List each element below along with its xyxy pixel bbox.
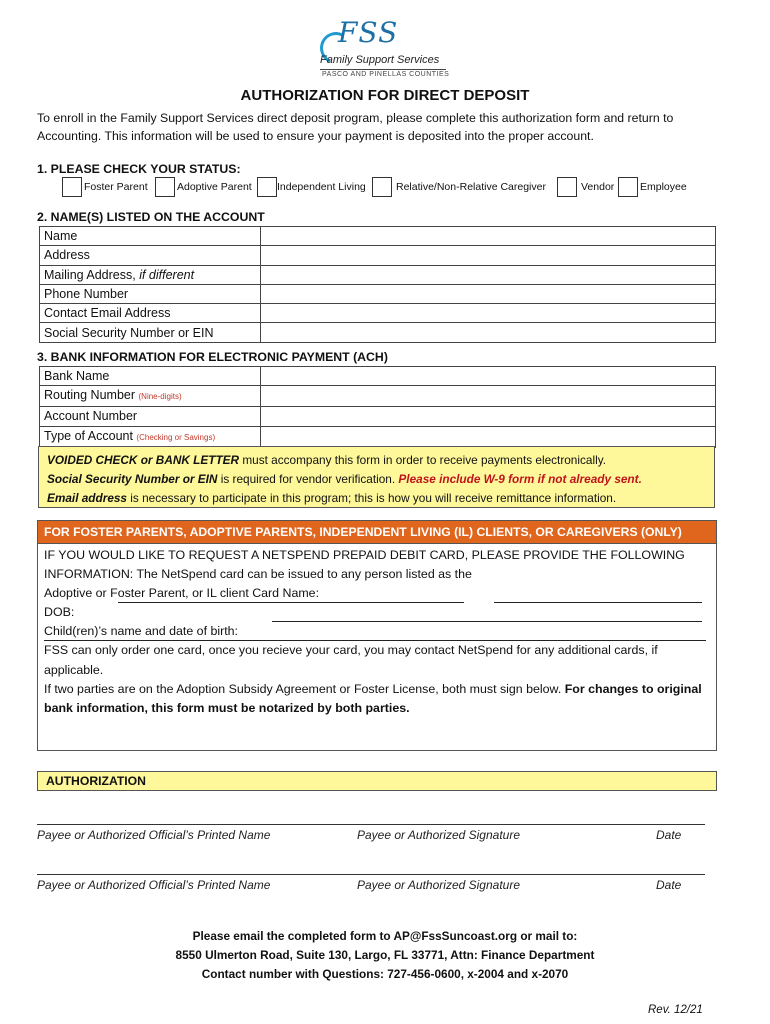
submission-instructions bbox=[0, 927, 770, 984]
section2-heading: 2. NAME(S) LISTED ON THE ACCOUNT bbox=[37, 210, 265, 224]
field-label-mailing: Mailing Address, if different bbox=[40, 265, 261, 284]
signature-label-1: Payee or Authorized Signature bbox=[357, 828, 520, 842]
date-label-1: Date bbox=[656, 828, 682, 842]
field-label-phone: Phone Number bbox=[40, 284, 261, 303]
dob-label: DOB: bbox=[44, 605, 75, 620]
email-instruction: Please email the completed form to AP@FssSuncoast.org or mail to: bbox=[192, 929, 578, 943]
children-input[interactable] bbox=[44, 622, 706, 641]
routing-hint: (Nine-digits) bbox=[138, 392, 182, 402]
authorization-heading: AUTHORIZATION bbox=[37, 771, 717, 791]
checkbox-adoptive-parent[interactable] bbox=[155, 177, 175, 197]
field-label-name: Name bbox=[40, 227, 261, 246]
card-limit-note: FSS can only order one card, once you recieve your card, you may contact NetSpend for any additional cards, if applicable. bbox=[44, 643, 658, 677]
bank-info-table bbox=[39, 366, 716, 448]
label-independent-living: Independent Living bbox=[277, 181, 366, 193]
label-relative-caregiver: Relative/Non-Relative Caregiver bbox=[396, 181, 546, 193]
input-address[interactable] bbox=[261, 246, 716, 265]
label-vendor: Vendor bbox=[581, 181, 615, 193]
signature-requirement-note: If two parties are on the Adoption Subsidy Agreement or Foster License, both must sign below. For changes to original bank information, this form must be notarized by both parties. bbox=[44, 681, 702, 716]
input-bank-name[interactable] bbox=[261, 367, 716, 386]
signature-line-2[interactable] bbox=[37, 874, 705, 875]
revision-label: Rev. 12/21 bbox=[648, 1004, 703, 1016]
netspend-heading: FOR FOSTER PARENTS, ADOPTIVE PARENTS, INDEPENDENT LIVING (IL) CLIENTS, OR CAREGIVERS (ONLY) bbox=[38, 521, 716, 544]
input-routing[interactable] bbox=[261, 386, 716, 407]
signature-line-1[interactable] bbox=[37, 824, 705, 825]
input-account-type[interactable] bbox=[261, 426, 716, 447]
printed-name-label-1: Payee or Authorized Official’s Printed Name bbox=[37, 828, 271, 842]
logo-divider bbox=[320, 69, 446, 70]
logo-abbr: FSS bbox=[338, 16, 399, 49]
card-name-label: Adoptive or Foster Parent, or IL client Card Name: bbox=[44, 586, 320, 601]
logo-tagline: PASCO AND PINELLAS COUNTIES bbox=[322, 71, 450, 78]
form-title: AUTHORIZATION FOR DIRECT DEPOSIT bbox=[240, 87, 530, 104]
field-label-ssn: Social Security Number or EIN bbox=[40, 323, 261, 342]
field-label-account-number: Account Number bbox=[40, 407, 261, 426]
section1-heading: 1. PLEASE CHECK YOUR STATUS: bbox=[37, 162, 241, 176]
input-account-number[interactable] bbox=[261, 407, 716, 426]
label-employee: Employee bbox=[640, 181, 687, 193]
requirements-notice: VOIDED CHECK or BANK LETTER must accompany this form in order to receive payments electronically. Social Security Number or EIN is required for vendor verification. Please include W-9 form if not already sent. Email address is necessary to participate in this program; this is how you will receive remittance information. bbox=[38, 446, 715, 508]
field-label-account-type: Type of Account (Checking or Savings) bbox=[40, 426, 261, 447]
account-names-table bbox=[39, 226, 716, 343]
input-email[interactable] bbox=[261, 304, 716, 323]
label-foster-parent: Foster Parent bbox=[84, 181, 148, 193]
input-name[interactable] bbox=[261, 227, 716, 246]
input-phone[interactable] bbox=[261, 284, 716, 303]
contact-number: Contact number with Questions: 727-456-0600, x-2004 and x-2070 bbox=[201, 967, 569, 981]
fss-logo bbox=[316, 14, 454, 84]
logo-name: Family Support Services bbox=[320, 54, 440, 66]
checkbox-independent-living[interactable] bbox=[257, 177, 277, 197]
input-ssn[interactable] bbox=[261, 323, 716, 342]
checkbox-employee[interactable] bbox=[618, 177, 638, 197]
dob-input[interactable] bbox=[272, 603, 702, 622]
printed-name-label-2: Payee or Authorized Official’s Printed Name bbox=[37, 878, 271, 892]
netspend-section bbox=[37, 520, 717, 751]
section3-heading: 3. BANK INFORMATION FOR ELECTRONIC PAYMENT (ACH) bbox=[37, 350, 388, 364]
mailing-address: 8550 Ulmerton Road, Suite 130, Largo, FL 33771, Attn: Finance Department bbox=[175, 948, 595, 962]
netspend-instructions: IF YOU WOULD LIKE TO REQUEST A NETSPEND PREPAID DEBIT CARD, PLEASE PROVIDE THE FOLLOWING INFORMATION: The NetSpend card can be issued to any person listed as the bbox=[44, 548, 685, 582]
card-name-input-2[interactable] bbox=[494, 584, 702, 603]
intro-text: To enroll in the Family Support Services direct deposit program, please complete this authorization form and return to Accounting. This information will be used to ensure your payment is deposited into the proper account. bbox=[37, 111, 674, 143]
mailing-qualifier: if different bbox=[139, 267, 195, 282]
status-options bbox=[40, 177, 720, 199]
field-label-routing: Routing Number (Nine-digits) bbox=[40, 386, 261, 407]
input-mailing-address[interactable] bbox=[261, 265, 716, 284]
label-adoptive-parent: Adoptive Parent bbox=[177, 181, 252, 193]
field-label-bank-name: Bank Name bbox=[40, 367, 261, 386]
checkbox-vendor[interactable] bbox=[557, 177, 577, 197]
field-label-address: Address bbox=[40, 246, 261, 265]
checkbox-foster-parent[interactable] bbox=[62, 177, 82, 197]
children-label: Child(ren)’s name and date of birth: bbox=[44, 624, 238, 639]
signature-label-2: Payee or Authorized Signature bbox=[357, 878, 520, 892]
date-label-2: Date bbox=[656, 878, 682, 892]
field-label-email: Contact Email Address bbox=[40, 304, 261, 323]
checkbox-relative-caregiver[interactable] bbox=[372, 177, 392, 197]
account-type-hint: (Checking or Savings) bbox=[136, 432, 216, 442]
card-name-input[interactable] bbox=[118, 584, 464, 603]
